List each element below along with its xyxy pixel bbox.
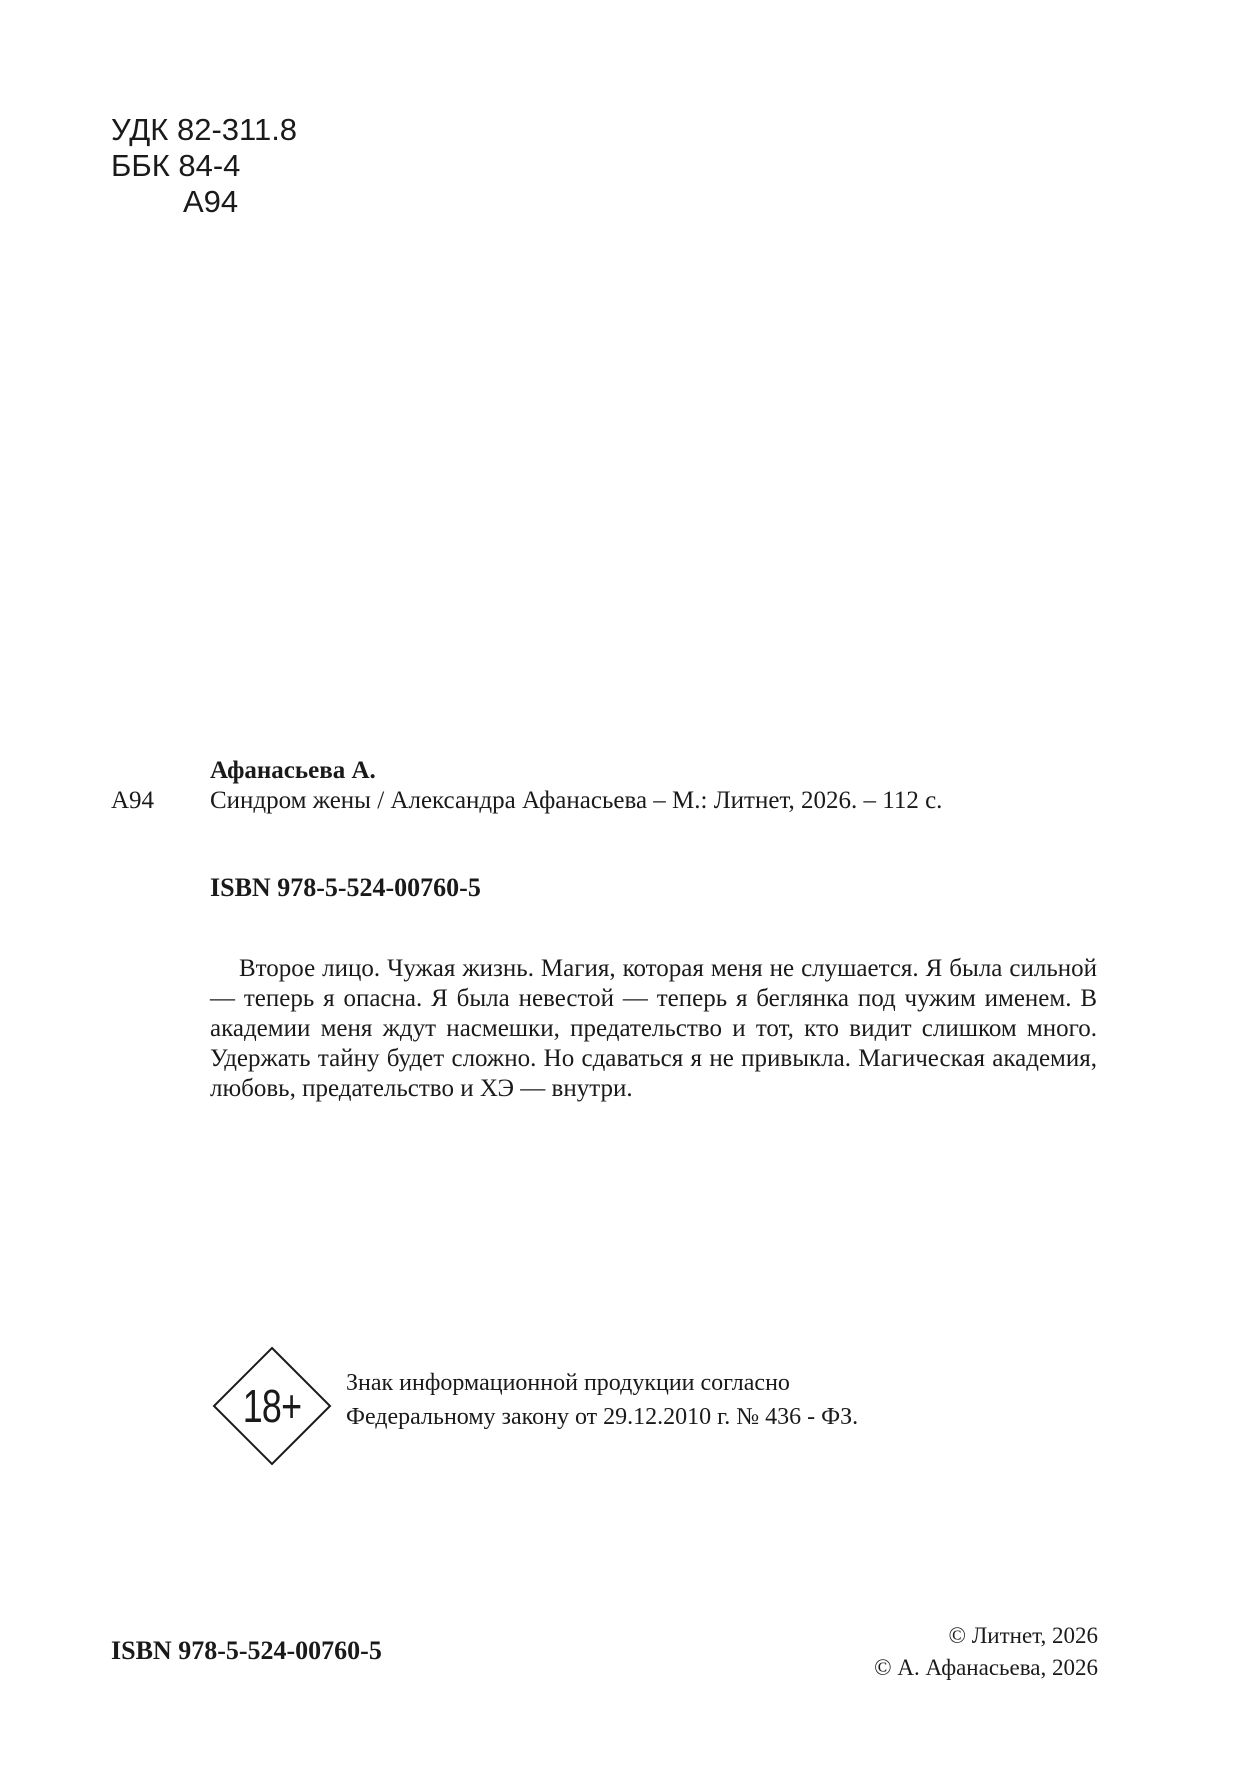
bbk-code: ББК 84-4 xyxy=(111,148,241,183)
author-mark-code: А94 xyxy=(183,184,239,219)
author-heading: Афанасьева А. xyxy=(210,757,376,784)
record-isbn: ISBN 978-5-524-00760-5 xyxy=(210,873,481,902)
copyright-publisher: © Литнет, 2026 xyxy=(948,1623,1098,1648)
copyright-author: © А. Афанасьева, 2026 xyxy=(874,1655,1098,1680)
record-description: Синдром жены / Александра Афанасьева – М.: Литнет, 2026. – 112 с. xyxy=(210,787,943,814)
age-rating-note-line2: Федеральному закону от 29.12.2010 г. № 436 - ФЗ. xyxy=(346,1404,859,1430)
age-rating-label: 18+ xyxy=(242,1380,302,1432)
record-author-mark: А94 xyxy=(111,787,155,814)
udk-code: УДК 82-311.8 xyxy=(111,112,298,147)
age-rating-note-line1: Знак информационной продукции согласно xyxy=(346,1370,790,1396)
age-rating-sign xyxy=(212,1346,332,1466)
annotation: Второе лицо. Чужая жизнь. Магия, которая меня не слушается. Я была сильной — теперь я опасна. Я была невестой — теперь я беглянка под чужим именем. В академии меня ждут насмешки, предательство и тот, кто видит слишком много. Удержать тайну будет сложно. Но сдаваться я не привыкла. Магическая академия, любовь, предательство и ХЭ — внутри. xyxy=(210,955,1097,1102)
footer-isbn: ISBN 978-5-524-00760-5 xyxy=(111,1636,382,1665)
